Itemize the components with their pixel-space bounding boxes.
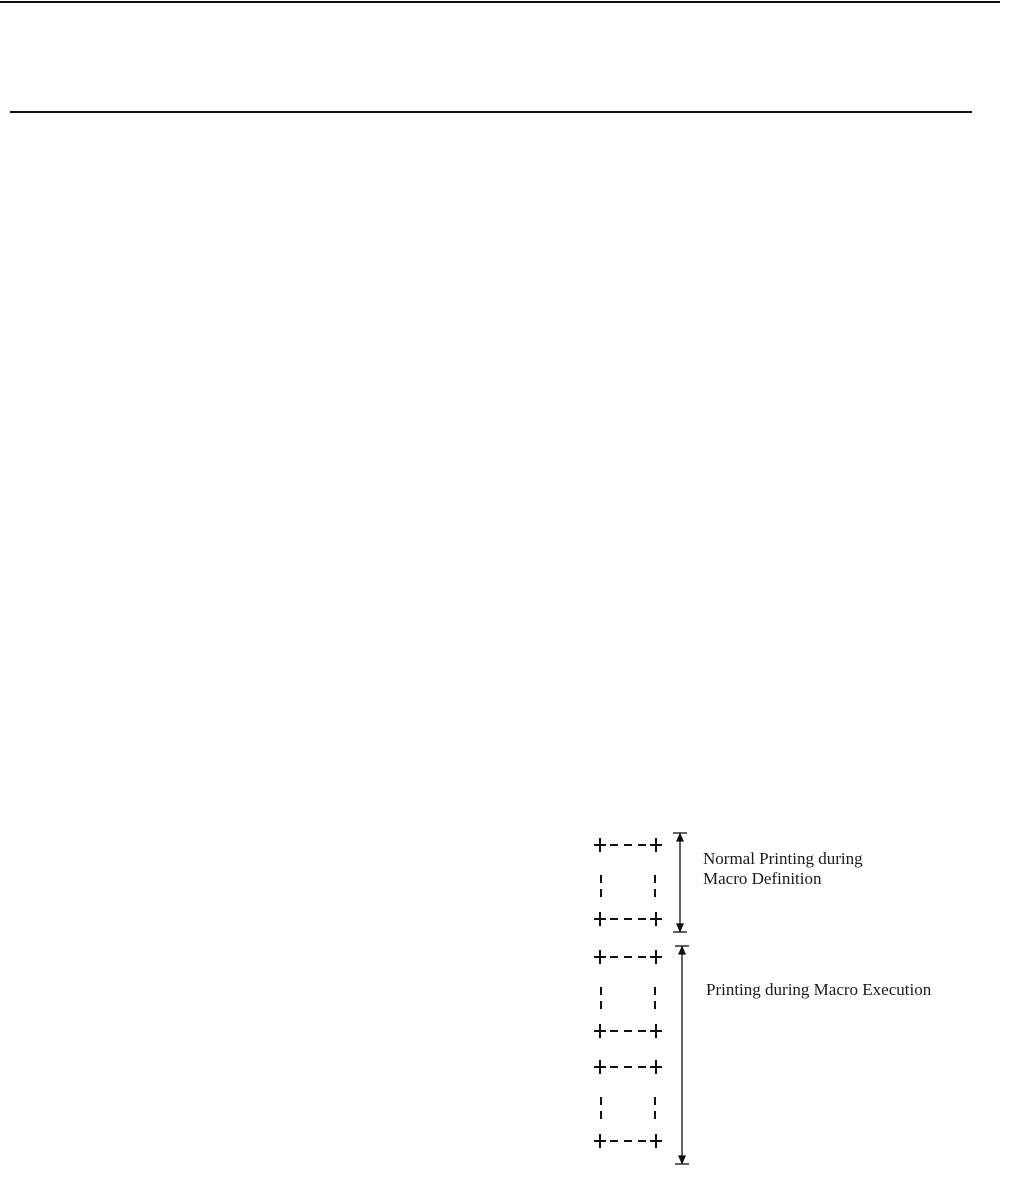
execution-arrow-down: [679, 1156, 685, 1163]
header-divider-rule: [10, 111, 972, 113]
normal-printing-label-line1: Normal Printing during: [703, 849, 863, 868]
normal-arrow-down: [677, 924, 683, 931]
normal-printing-label-line2: Macro Definition: [703, 869, 822, 888]
execution-arrow-up: [679, 947, 685, 954]
normal-printing-label: [703, 849, 863, 889]
top-border-rule: [0, 1, 1000, 3]
normal-arrow-up: [677, 834, 683, 841]
execution-printing-label: Printing during Macro Execution: [706, 980, 932, 999]
macro-printing-figure: [560, 820, 1000, 1180]
